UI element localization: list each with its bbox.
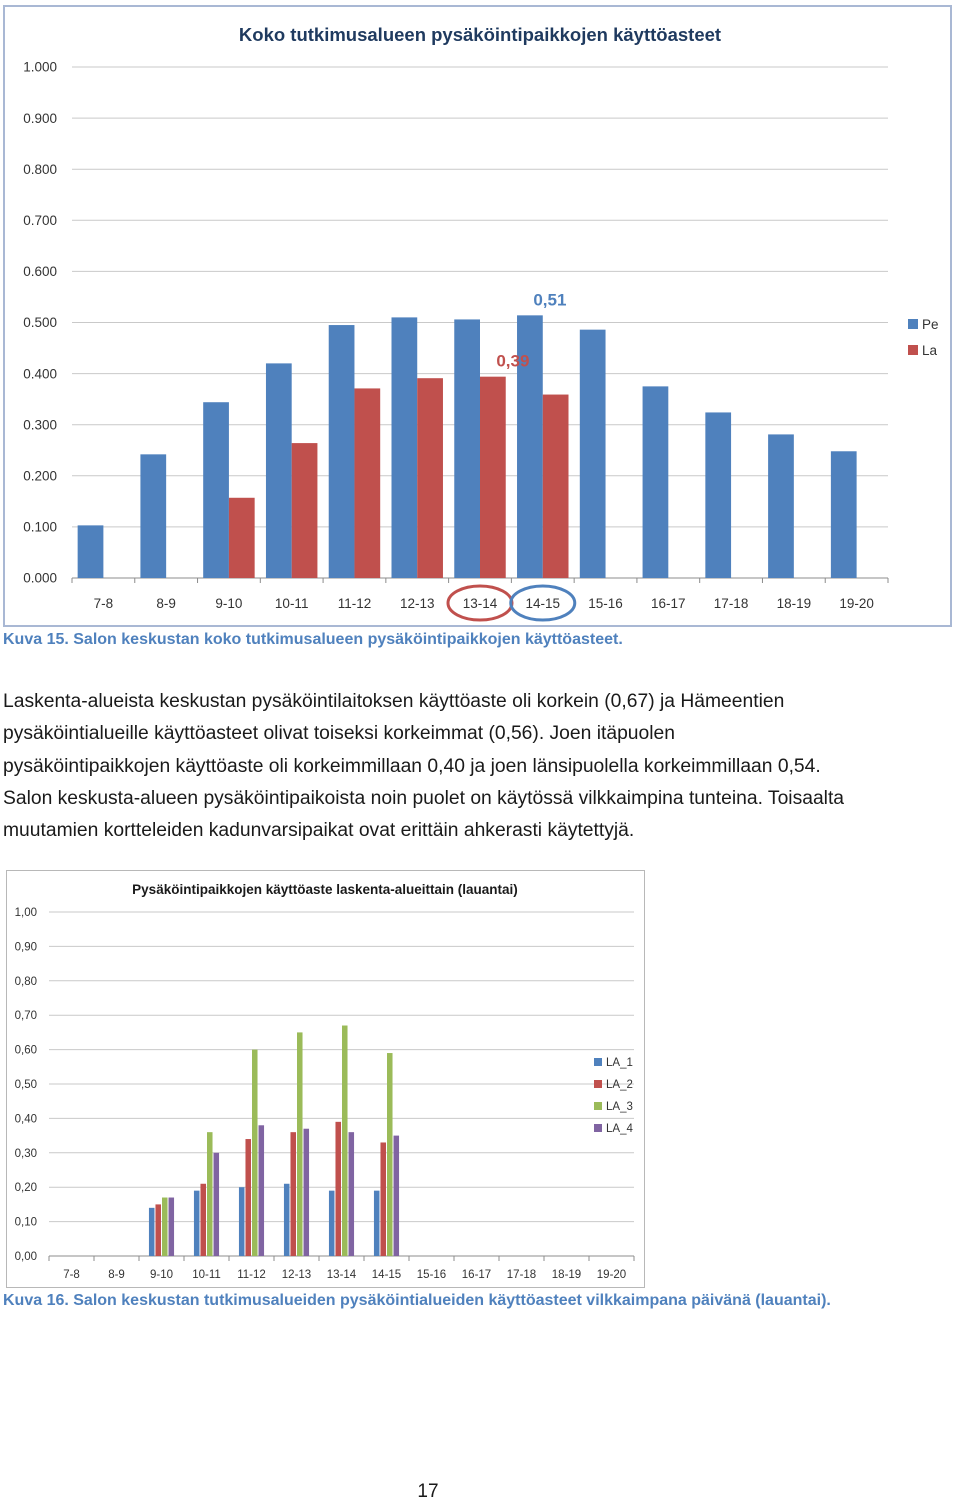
x-tick-label: 15-16 [416, 1269, 447, 1281]
legend-label: LA_1 [606, 1057, 633, 1069]
bar-la-3 [162, 1198, 168, 1256]
y-tick-label: 0,10 [14, 1216, 37, 1229]
bar-la-1 [284, 1184, 290, 1256]
bar-la-1 [194, 1191, 200, 1256]
bar-la-2 [155, 1204, 161, 1256]
bar-pe [78, 525, 104, 578]
legend-swatch [594, 1080, 602, 1088]
x-tick-label: 11-12 [237, 1269, 266, 1281]
bar-pe [643, 386, 669, 578]
chart-1-plot [5, 7, 950, 625]
bar-la [354, 388, 380, 578]
y-tick-label: 0.800 [23, 161, 57, 177]
y-tick-label: 1.000 [23, 59, 57, 75]
bar-pe [768, 434, 794, 578]
y-tick-label: 0,40 [14, 1113, 37, 1126]
bar-la-2 [290, 1132, 296, 1256]
x-tick-label: 19-20 [839, 596, 874, 611]
bar-la-3 [342, 1026, 348, 1256]
legend-label: Pe [922, 317, 939, 332]
y-tick-label: 0,60 [14, 1044, 37, 1057]
bar-la-4 [394, 1136, 400, 1256]
y-tick-label: 0.400 [23, 366, 57, 382]
x-tick-label: 8-9 [156, 596, 176, 611]
bar-la-2 [380, 1142, 386, 1256]
figure-1-caption: Kuva 15. Salon keskustan koko tutkimusalueen pysäköintipaikkojen käyttöasteet. [3, 631, 623, 648]
chart-1 [3, 5, 952, 627]
chart-2-title: Pysäköintipaikkojen käyttöaste laskenta-alueittain (lauantai) [132, 882, 518, 897]
bar-pe [705, 412, 731, 578]
x-tick-label: 7-8 [93, 596, 114, 611]
legend-swatch [908, 319, 918, 329]
bar-la [480, 377, 506, 578]
data-label: 0,39 [496, 351, 530, 371]
bar-la [229, 498, 255, 578]
bar-la-4 [214, 1153, 220, 1256]
y-tick-label: 1,00 [14, 907, 37, 920]
x-tick-label: 9-10 [149, 1269, 174, 1281]
legend-label: La [922, 343, 938, 358]
bar-la-2 [335, 1122, 341, 1256]
body-paragraph [3, 686, 958, 847]
chart-2-y-axis [15, 907, 37, 1263]
chart-1-title: Koko tutkimusalueen pysäköintipaikkojen käyttöasteet [238, 24, 722, 45]
y-tick-label: 0.100 [23, 519, 57, 535]
chart-2-x-axis [49, 1256, 634, 1281]
bar-la-1 [374, 1191, 380, 1256]
body-line: Salon keskusta-alueen pysäköintipaikoista noin puolet on käytössä vilkkaimpina tunteina. Toisaalta [3, 787, 845, 809]
x-tick-label: 16-17 [461, 1269, 492, 1281]
y-tick-label: 0,00 [14, 1251, 37, 1264]
chart-2-gridlines [49, 912, 634, 1256]
y-tick-label: 0,30 [14, 1147, 37, 1160]
y-tick-label: 0.900 [23, 110, 57, 126]
body-line: pysäköintipaikkojen käyttöaste oli korkeimmillaan 0,40 ja joen länsipuolella korkeimmillaan 0,54. [3, 755, 821, 777]
legend-label: LA_3 [606, 1101, 633, 1113]
x-tick-label: 12-13 [281, 1269, 312, 1281]
x-tick-label: 18-19 [551, 1269, 582, 1281]
chart-1-x-axis [72, 578, 888, 611]
bar-la-4 [169, 1198, 175, 1256]
bar-la-3 [297, 1032, 303, 1256]
x-tick-label: 16-17 [651, 596, 686, 611]
page-number: 17 [417, 1481, 439, 1502]
x-tick-label: 10-11 [192, 1269, 221, 1281]
x-tick-label: 14-15 [371, 1269, 402, 1281]
bar-pe [580, 330, 606, 578]
bar-la [292, 443, 318, 578]
body-line: Laskenta-alueista keskustan pysäköintilaitoksen käyttöaste oli korkein (0,67) ja Hämeentien [3, 691, 785, 712]
bar-la [417, 378, 443, 578]
y-tick-label: 0.700 [23, 213, 57, 229]
x-tick-label: 10-11 [274, 596, 309, 611]
x-tick-label: 18-19 [776, 596, 812, 611]
chart-1-y-axis [23, 60, 57, 586]
x-tick-label: 7-8 [63, 1269, 80, 1281]
legend-swatch [594, 1124, 602, 1132]
bar-pe [454, 319, 480, 578]
x-tick-label: 13-14 [326, 1269, 357, 1281]
x-tick-label: 12-13 [399, 596, 435, 611]
y-tick-label: 0,70 [14, 1010, 37, 1023]
legend-swatch [594, 1102, 602, 1110]
bar-la-3 [252, 1050, 258, 1256]
legend-label: LA_2 [606, 1079, 633, 1091]
y-tick-label: 0.500 [23, 315, 57, 331]
y-tick-label: 0.000 [23, 570, 57, 586]
x-tick-label: 13-14 [462, 596, 498, 611]
y-tick-label: 0.600 [23, 264, 57, 280]
bar-pe [391, 317, 417, 578]
bar-la-3 [207, 1132, 213, 1256]
chart-2 [6, 870, 645, 1288]
bar-pe [140, 454, 166, 578]
x-tick-label: 8-9 [108, 1269, 125, 1281]
body-line: pysäköintialueille käyttöasteet olivat toiseksi korkeimmat (0,56). Joen itäpuolen [3, 723, 675, 745]
x-tick-label: 14-15 [525, 596, 561, 611]
chart-2-legend [594, 1057, 633, 1135]
x-tick-label: 17-18 [506, 1269, 537, 1281]
bar-pe [266, 363, 292, 578]
bar-la-4 [259, 1125, 265, 1256]
x-tick-label: 15-16 [588, 596, 623, 611]
bar-la-1 [239, 1187, 245, 1256]
bar-la-1 [149, 1208, 155, 1256]
y-tick-label: 0,80 [14, 975, 37, 988]
bar-la-4 [304, 1129, 310, 1256]
figure-2-caption: Kuva 16. Salon keskustan tutkimusalueiden pysäköintialueiden käyttöasteet vilkkaimpana päivänä (lauantai). [3, 1292, 831, 1309]
bar-la-2 [200, 1184, 206, 1256]
chart-1-legend [908, 317, 939, 358]
y-tick-label: 0.200 [23, 468, 57, 484]
bar-la-4 [349, 1132, 355, 1256]
chart-1-bars [78, 315, 857, 578]
x-tick-label: 11-12 [337, 596, 372, 611]
x-tick-label: 9-10 [215, 596, 243, 611]
y-tick-label: 0,90 [14, 941, 37, 954]
y-tick-label: 0,20 [14, 1182, 37, 1195]
bar-pe [329, 325, 355, 578]
bar-pe [831, 451, 857, 578]
x-tick-label: 17-18 [713, 596, 749, 611]
body-line: muutamien kortteleiden kadunvarsipaikat ovat erittäin ahkerasti käytettyjä. [3, 820, 635, 842]
bar-la-2 [245, 1139, 251, 1256]
legend-swatch [594, 1058, 602, 1066]
bar-pe [203, 402, 229, 578]
x-tick-label: 19-20 [596, 1269, 627, 1281]
bar-la [543, 395, 569, 578]
data-label: 0,51 [533, 290, 567, 310]
y-tick-label: 0.300 [23, 417, 57, 433]
legend-label: LA_4 [606, 1123, 633, 1135]
bar-la-3 [387, 1053, 393, 1256]
legend-swatch [908, 345, 918, 355]
y-tick-label: 0,50 [14, 1079, 37, 1092]
chart-2-plot [7, 871, 644, 1287]
bar-la-1 [329, 1191, 335, 1256]
